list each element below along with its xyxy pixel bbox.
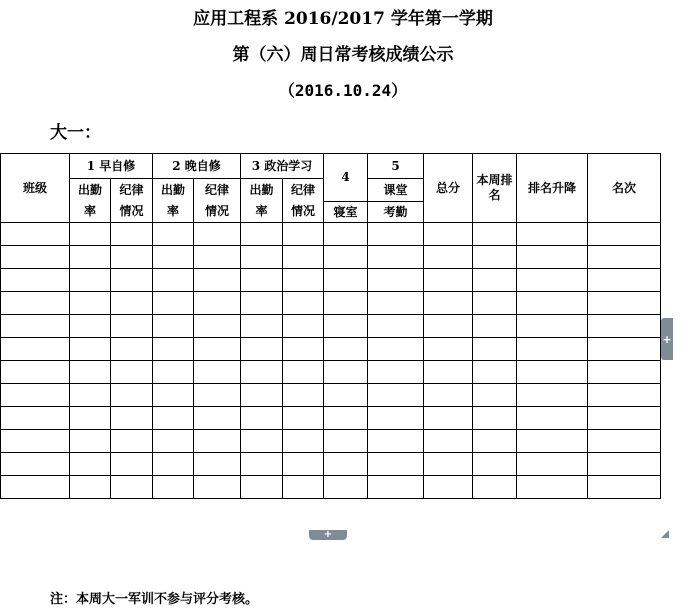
table-cell[interactable]: [1, 315, 70, 338]
header-dorm[interactable]: 寝室: [324, 202, 368, 223]
table-cell[interactable]: [70, 292, 111, 315]
table-cell[interactable]: [194, 430, 241, 453]
header-rank-change[interactable]: 排名升降: [517, 154, 588, 223]
table-cell[interactable]: [424, 223, 473, 246]
table-cell[interactable]: [368, 476, 424, 499]
header-politics-attendance[interactable]: 出勤 率: [241, 179, 283, 223]
table-row: [1, 430, 661, 453]
table-row: [1, 223, 661, 246]
table-cell[interactable]: [473, 361, 517, 384]
table-cell[interactable]: [1, 292, 70, 315]
table-cell[interactable]: [1, 361, 70, 384]
table-cell[interactable]: [517, 292, 588, 315]
header-evening-attendance[interactable]: 出勤 率: [153, 179, 194, 223]
table-cell[interactable]: [283, 453, 324, 476]
table-cell[interactable]: [473, 246, 517, 269]
header-classroom-attendance[interactable]: 考勤: [368, 202, 424, 223]
table-cell[interactable]: [588, 269, 661, 292]
table-cell[interactable]: [424, 338, 473, 361]
table-cell[interactable]: [424, 292, 473, 315]
table-cell[interactable]: [283, 338, 324, 361]
table-cell[interactable]: [324, 453, 368, 476]
table-cell[interactable]: [153, 223, 194, 246]
table-cell[interactable]: [517, 430, 588, 453]
table-cell[interactable]: [111, 315, 153, 338]
table-cell[interactable]: [241, 338, 283, 361]
table-cell[interactable]: [241, 453, 283, 476]
table-cell[interactable]: [324, 407, 368, 430]
table-cell[interactable]: [424, 246, 473, 269]
table-cell[interactable]: [1, 338, 70, 361]
table-cell[interactable]: [153, 384, 194, 407]
table-cell[interactable]: [283, 246, 324, 269]
header-item-5[interactable]: 5: [368, 154, 424, 179]
add-row-button[interactable]: [309, 530, 347, 540]
table-cell[interactable]: [194, 453, 241, 476]
table-cell[interactable]: [324, 246, 368, 269]
table-cell[interactable]: [588, 430, 661, 453]
header-evening-discipline[interactable]: 纪律 情况: [194, 179, 241, 223]
table-cell[interactable]: [588, 223, 661, 246]
table-row: [1, 361, 661, 384]
table-cell[interactable]: [194, 292, 241, 315]
table-cell[interactable]: [194, 361, 241, 384]
table-cell[interactable]: [368, 269, 424, 292]
table-cell[interactable]: [424, 407, 473, 430]
table-cell[interactable]: [1, 407, 70, 430]
table-cell[interactable]: [324, 476, 368, 499]
table-cell[interactable]: [241, 407, 283, 430]
header-total[interactable]: 总分: [424, 154, 473, 223]
table-cell[interactable]: [194, 384, 241, 407]
table-cell[interactable]: [70, 430, 111, 453]
table-cell[interactable]: [473, 338, 517, 361]
table-cell[interactable]: [70, 407, 111, 430]
table-cell[interactable]: [70, 384, 111, 407]
plus-icon: +: [662, 332, 672, 346]
table-cell[interactable]: [194, 315, 241, 338]
table-cell[interactable]: [153, 315, 194, 338]
table-cell[interactable]: [588, 361, 661, 384]
header-politics-study[interactable]: 3 政治学习: [241, 154, 324, 179]
table-cell[interactable]: [111, 361, 153, 384]
table-cell[interactable]: [283, 269, 324, 292]
table-cell[interactable]: [111, 292, 153, 315]
table-cell[interactable]: [241, 384, 283, 407]
table-row: [1, 269, 661, 292]
table-cell[interactable]: [111, 269, 153, 292]
table-cell[interactable]: [368, 223, 424, 246]
table-cell[interactable]: [424, 476, 473, 499]
table-cell[interactable]: [194, 407, 241, 430]
table-cell[interactable]: [368, 361, 424, 384]
table-cell[interactable]: [153, 453, 194, 476]
table-cell[interactable]: [473, 453, 517, 476]
header-classroom[interactable]: 课堂: [368, 179, 424, 202]
table-cell[interactable]: [283, 361, 324, 384]
table-cell[interactable]: [194, 269, 241, 292]
table-cell[interactable]: [517, 476, 588, 499]
table-cell[interactable]: [324, 338, 368, 361]
table-cell[interactable]: [70, 269, 111, 292]
table-row: [1, 407, 661, 430]
table-row: [1, 292, 661, 315]
table-cell[interactable]: [424, 361, 473, 384]
header-morning-study[interactable]: 1 早自修: [70, 154, 153, 179]
table-cell[interactable]: [517, 453, 588, 476]
table-cell[interactable]: [588, 315, 661, 338]
table-cell[interactable]: [153, 269, 194, 292]
table-cell[interactable]: [324, 223, 368, 246]
table-cell[interactable]: [324, 269, 368, 292]
table-cell[interactable]: [283, 430, 324, 453]
table-cell[interactable]: [588, 476, 661, 499]
table-cell[interactable]: [111, 407, 153, 430]
table-cell[interactable]: [324, 430, 368, 453]
table-cell[interactable]: [111, 246, 153, 269]
doc-date: （2016.10.24）: [278, 81, 408, 100]
table-cell[interactable]: [1, 476, 70, 499]
table-cell[interactable]: [368, 292, 424, 315]
table-cell[interactable]: [324, 384, 368, 407]
table-cell[interactable]: [194, 476, 241, 499]
table-cell[interactable]: [473, 384, 517, 407]
header-politics-discipline[interactable]: 纪律 情况: [283, 179, 324, 223]
table-cell[interactable]: [153, 407, 194, 430]
table-cell[interactable]: [241, 223, 283, 246]
table-cell[interactable]: [70, 223, 111, 246]
table-cell[interactable]: [70, 453, 111, 476]
grade-label: 大一：: [50, 123, 101, 143]
table-cell[interactable]: [153, 338, 194, 361]
table-cell[interactable]: [517, 315, 588, 338]
table-cell[interactable]: [1, 430, 70, 453]
table-cell[interactable]: [424, 269, 473, 292]
table-cell[interactable]: [473, 269, 517, 292]
table-cell[interactable]: [283, 384, 324, 407]
table-row: [1, 453, 661, 476]
header-morning-discipline[interactable]: 纪律 情况: [111, 179, 153, 223]
table-cell[interactable]: [368, 315, 424, 338]
table-cell[interactable]: [424, 430, 473, 453]
table-cell[interactable]: [517, 338, 588, 361]
table-cell[interactable]: [324, 292, 368, 315]
table-cell[interactable]: [324, 315, 368, 338]
table-cell[interactable]: [517, 407, 588, 430]
table-cell[interactable]: [194, 246, 241, 269]
table-cell[interactable]: [473, 315, 517, 338]
table-cell[interactable]: [153, 430, 194, 453]
table-cell[interactable]: [241, 476, 283, 499]
table-cell[interactable]: [111, 338, 153, 361]
score-table: [0, 153, 661, 499]
table-cell[interactable]: [473, 292, 517, 315]
add-column-button[interactable]: [661, 318, 673, 360]
table-cell[interactable]: [70, 338, 111, 361]
table-cell[interactable]: [517, 223, 588, 246]
table-cell[interactable]: [424, 384, 473, 407]
table-cell[interactable]: [517, 269, 588, 292]
table-cell[interactable]: [368, 407, 424, 430]
table-cell[interactable]: [70, 246, 111, 269]
header-week-rank[interactable]: 本周排名: [473, 154, 517, 223]
table-cell[interactable]: [241, 246, 283, 269]
table-cell[interactable]: [111, 430, 153, 453]
table-row: [1, 338, 661, 361]
header-item-4[interactable]: 4: [324, 154, 368, 202]
table-cell[interactable]: [153, 361, 194, 384]
table-cell[interactable]: [1, 223, 70, 246]
table-cell[interactable]: [153, 292, 194, 315]
table-cell[interactable]: [1, 246, 70, 269]
table-cell[interactable]: [588, 246, 661, 269]
table-cell[interactable]: [368, 430, 424, 453]
table-cell[interactable]: [241, 430, 283, 453]
table-cell[interactable]: [368, 453, 424, 476]
score-table-body: [1, 223, 661, 499]
table-cell[interactable]: [324, 361, 368, 384]
doc-title: 应用工程系 2016/2017 学年第一学期: [193, 9, 493, 29]
table-row: [1, 315, 661, 338]
table-cell[interactable]: [588, 384, 661, 407]
table-cell[interactable]: [241, 269, 283, 292]
plus-icon: +: [323, 529, 333, 540]
table-cell[interactable]: [111, 453, 153, 476]
table-cell[interactable]: [70, 315, 111, 338]
table-cell[interactable]: [424, 315, 473, 338]
table-cell[interactable]: [517, 361, 588, 384]
header-class[interactable]: 班级: [1, 154, 70, 223]
table-row: [1, 384, 661, 407]
table-cell[interactable]: [1, 384, 70, 407]
table-cell[interactable]: [368, 246, 424, 269]
header-place[interactable]: 名次: [588, 154, 661, 223]
table-cell[interactable]: [473, 476, 517, 499]
doc-subtitle: 第（六）周日常考核成绩公示: [232, 45, 454, 65]
table-cell[interactable]: [473, 407, 517, 430]
table-cell[interactable]: [473, 430, 517, 453]
table-cell[interactable]: [1, 269, 70, 292]
table-cell[interactable]: [588, 292, 661, 315]
table-cell[interactable]: [283, 223, 324, 246]
table-cell[interactable]: [517, 246, 588, 269]
table-resize-handle[interactable]: [661, 530, 669, 538]
footnote: 注：本周大一军训不参与评分考核。: [50, 592, 259, 607]
table-cell[interactable]: [70, 476, 111, 499]
resize-corner-icon: [661, 530, 669, 538]
table-cell[interactable]: [283, 315, 324, 338]
table-cell[interactable]: [241, 361, 283, 384]
table-cell[interactable]: [588, 453, 661, 476]
table-cell[interactable]: [194, 223, 241, 246]
table-cell[interactable]: [424, 453, 473, 476]
header-evening-study[interactable]: 2 晚自修: [153, 154, 241, 179]
table-cell[interactable]: [241, 292, 283, 315]
table-cell[interactable]: [283, 292, 324, 315]
table-cell[interactable]: [588, 338, 661, 361]
table-cell[interactable]: [588, 407, 661, 430]
table-row: [1, 246, 661, 269]
table-cell[interactable]: [283, 476, 324, 499]
table-cell[interactable]: [194, 338, 241, 361]
table-cell[interactable]: [517, 384, 588, 407]
header-morning-attendance[interactable]: 出勤 率: [70, 179, 111, 223]
table-cell[interactable]: [111, 476, 153, 499]
table-cell[interactable]: [368, 338, 424, 361]
table-cell[interactable]: [473, 223, 517, 246]
table-cell[interactable]: [111, 223, 153, 246]
table-row: [1, 476, 661, 499]
table-cell[interactable]: [283, 407, 324, 430]
table-cell[interactable]: [368, 384, 424, 407]
table-cell[interactable]: [70, 361, 111, 384]
table-cell[interactable]: [153, 246, 194, 269]
table-cell[interactable]: [241, 315, 283, 338]
table-cell[interactable]: [153, 476, 194, 499]
table-cell[interactable]: [111, 384, 153, 407]
table-cell[interactable]: [1, 453, 70, 476]
